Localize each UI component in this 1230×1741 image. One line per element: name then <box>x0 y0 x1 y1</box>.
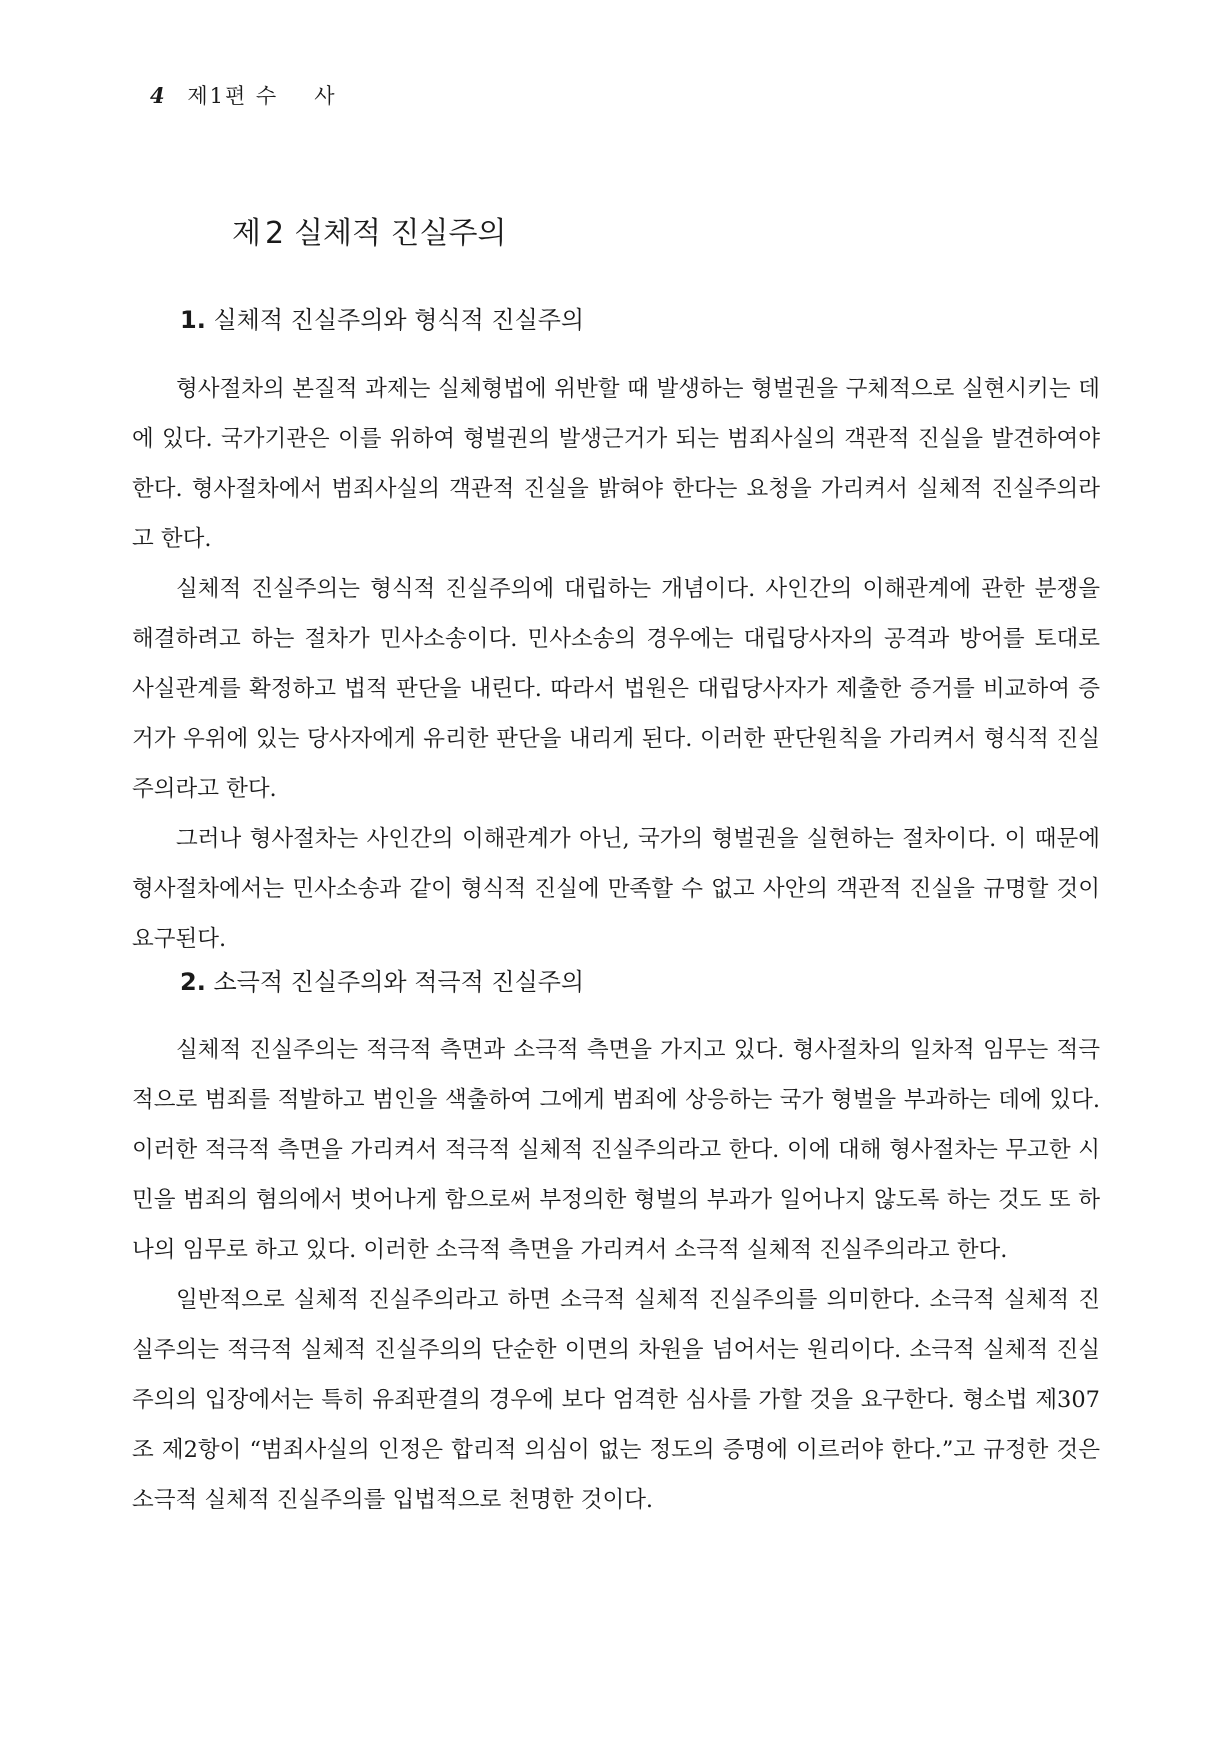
part-title <box>187 84 336 108</box>
subsection-heading-2 <box>180 962 584 997</box>
subsection-body-1 <box>132 364 1100 964</box>
subsection-heading-1 <box>180 300 584 335</box>
section-number: 2 <box>264 216 285 251</box>
subsection-number: 2. <box>180 968 206 996</box>
section-prefix: 제 <box>232 216 261 251</box>
part-title-tail: 사 <box>314 84 337 108</box>
section-title: 실체적 진실주의 <box>294 216 507 251</box>
subsection-body-2 <box>132 1025 1100 1525</box>
subsection-title: 소극적 진실주의와 적극적 진실주의 <box>213 968 585 996</box>
paragraph: 그러나 형사절차는 사인간의 이해관계가 아닌, 국가의 형벌권을 실현하는 절차이다. 이 때문에 형사절차에서는 민사소송과 같이 형식적 진실에 만족할 수 없고 사안의 객관적 진실을 규명할 것이 요구된다. <box>132 826 1100 952</box>
paragraph: 형사절차의 본질적 과제는 실체형법에 위반할 때 발생하는 형벌권을 구체적으로 실현시키는 데에 있다. 국가기관은 이를 위하여 형벌권의 발생근거가 되는 범죄사실의 객관적 진실을 발견하여야 한다. 형사절차에서 범죄사실의 객관적 진실을 밝혀야 한다는 요청을 가리켜서 실체적 진실주의라고 한다. <box>132 376 1100 552</box>
page-number: 4 <box>150 83 166 108</box>
paragraph: 일반적으로 실체적 진실주의라고 하면 소극적 실체적 진실주의를 의미한다. 소극적 실체적 진실주의는 적극적 실체적 진실주의의 단순한 이면의 차원을 넘어서는 원리이다. 소극적 실체적 진실주의의 입장에서는 특히 유죄판결의 경우에 보다 엄격한 심사를 가할 것을 요구한다. 형소법 제307조 제2항이 “범죄사실의 인정은 합리적 의심이 없는 정도의 증명에 이르러야 한다.”고 규정한 것은 소극적 실체적 진실주의를 입법적으로 천명한 것이다. <box>132 1287 1100 1513</box>
section-heading <box>232 208 506 252</box>
part-title-text: 제1편 수 <box>187 84 279 108</box>
running-header <box>150 80 337 110</box>
paragraph: 실체적 진실주의는 적극적 측면과 소극적 측면을 가지고 있다. 형사절차의 일차적 임무는 적극적으로 범죄를 적발하고 범인을 색출하여 그에게 범죄에 상응하는 국가 형벌을 부과하는 데에 있다. 이러한 적극적 측면을 가리켜서 적극적 실체적 진실주의라고 한다. 이에 대해 형사절차는 무고한 시민을 범죄의 혐의에서 벗어나게 함으로써 부정의한 형벌의 부과가 일어나지 않도록 하는 것도 또 하나의 임무로 하고 있다. 이러한 소극적 측면을 가리켜서 소극적 실체적 진실주의라고 한다. <box>132 1037 1100 1263</box>
paragraph: 실체적 진실주의는 형식적 진실주의에 대립하는 개념이다. 사인간의 이해관계에 관한 분쟁을 해결하려고 하는 절차가 민사소송이다. 민사소송의 경우에는 대립당사자의 공격과 방어를 토대로 사실관계를 확정하고 법적 판단을 내린다. 따라서 법원은 대립당사자가 제출한 증거를 비교하여 증거가 우위에 있는 당사자에게 유리한 판단을 내리게 된다. 이러한 판단원칙을 가리켜서 형식적 진실주의라고 한다. <box>132 576 1100 802</box>
subsection-number: 1. <box>180 306 206 334</box>
subsection-title: 실체적 진실주의와 형식적 진실주의 <box>213 306 585 334</box>
